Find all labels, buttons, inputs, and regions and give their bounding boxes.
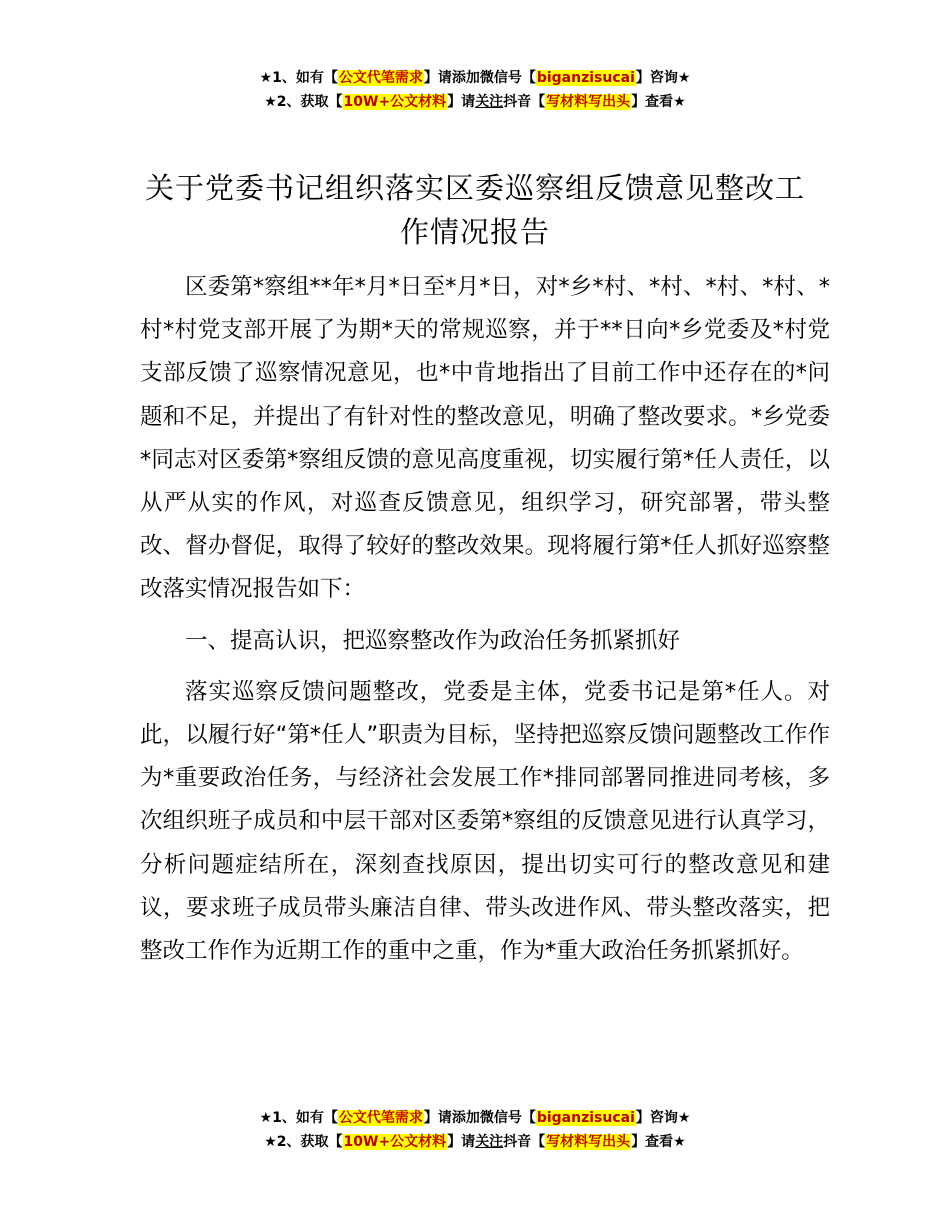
section-heading-1: 一、提高认识，把巡察整改作为政治任务抓紧抓好 [185,627,681,654]
banner-text: 】咨询★ [635,1110,691,1126]
banner-highlight-wechat-id: biganzisucai [536,70,635,86]
banner-text: 抖音【 [503,94,546,110]
banner-text: 】查看★ [631,1134,686,1150]
banner-text: 】请添加微信号【 [423,1110,536,1126]
document-body [140,266,830,973]
banner-highlight-service: 公文代笔需求 [338,1110,423,1126]
banner-text: 】咨询★ [635,70,691,86]
banner-highlight-douyin-account: 写材料写出头 [546,94,631,110]
banner-highlight-douyin-account: 写材料写出头 [546,1134,631,1150]
banner-highlight-wechat-id: biganzisucai [536,1110,635,1126]
banner-text: 抖音【 [503,1134,546,1150]
banner-text: 】请 [447,94,476,110]
banner-text: ★1、如有【 [259,1110,338,1126]
header-banner-line-2 [0,90,950,114]
banner-underlined-follow: 关注 [475,1134,504,1150]
body-paragraph-section-1: 落实巡察反馈问题整改，党委是主体，党委书记是第*任人。对此，以履行好“第*任人”职责为目标，坚持把巡察反馈问题整改工作作为*重要政治任务，与经济社会发展工作*排同部署同推进同考核，多次组织班子成员和中层干部对区委第*察组的反馈意见进行认真学习，分析问题症结所在，深刻查找原因，提出切实可行的整改意见和建议，要求班子成员带头廉洁自律、带头改进作风、带头整改落实，把整改工作作为近期工作的重中之重，作为*重大政治任务抓紧抓好。 [140,678,830,965]
banner-highlight-materials: 10W+公文材料 [343,94,447,110]
body-paragraph-intro: 区委第*察组**年*月*日至*月*日，对*乡*村、*村、*村、*村、*村*村党支部开展了为期*天的常规巡察，并于**日向*乡党委及*村党支部反馈了巡察情况意见，也*中肯地指出了目前工作中还存在的*问题和不足，并提出了有针对性的整改意见，明确了整改要求。*乡党委*同志对区委第*察组反馈的意见高度重视，切实履行第*任人责任，以从严从实的作风，对巡查反馈意见，组织学习，研究部署，带头整改、督办督促，取得了较好的整改效果。现将履行第*任人抓好巡察整改落实情况报告如下： [140,274,830,603]
banner-highlight-materials: 10W+公文材料 [343,1134,447,1150]
banner-text: ★2、获取【 [264,1134,343,1150]
footer-banner-line-1 [0,1106,950,1130]
banner-underlined-follow: 关注 [475,94,504,110]
banner-text: ★1、如有【 [259,70,338,86]
footer-banner [0,1106,950,1154]
header-banner-line-1 [0,66,950,90]
banner-text: ★2、获取【 [264,94,343,110]
banner-highlight-service: 公文代笔需求 [338,70,423,86]
banner-text: 】查看★ [631,94,686,110]
banner-text: 】请添加微信号【 [423,70,536,86]
header-banner [0,66,950,114]
footer-banner-line-2 [0,1130,950,1154]
document-title: 关于党委书记组织落实区委巡察组反馈意见整改工作情况报告 [144,171,805,249]
banner-text: 】请 [447,1134,476,1150]
